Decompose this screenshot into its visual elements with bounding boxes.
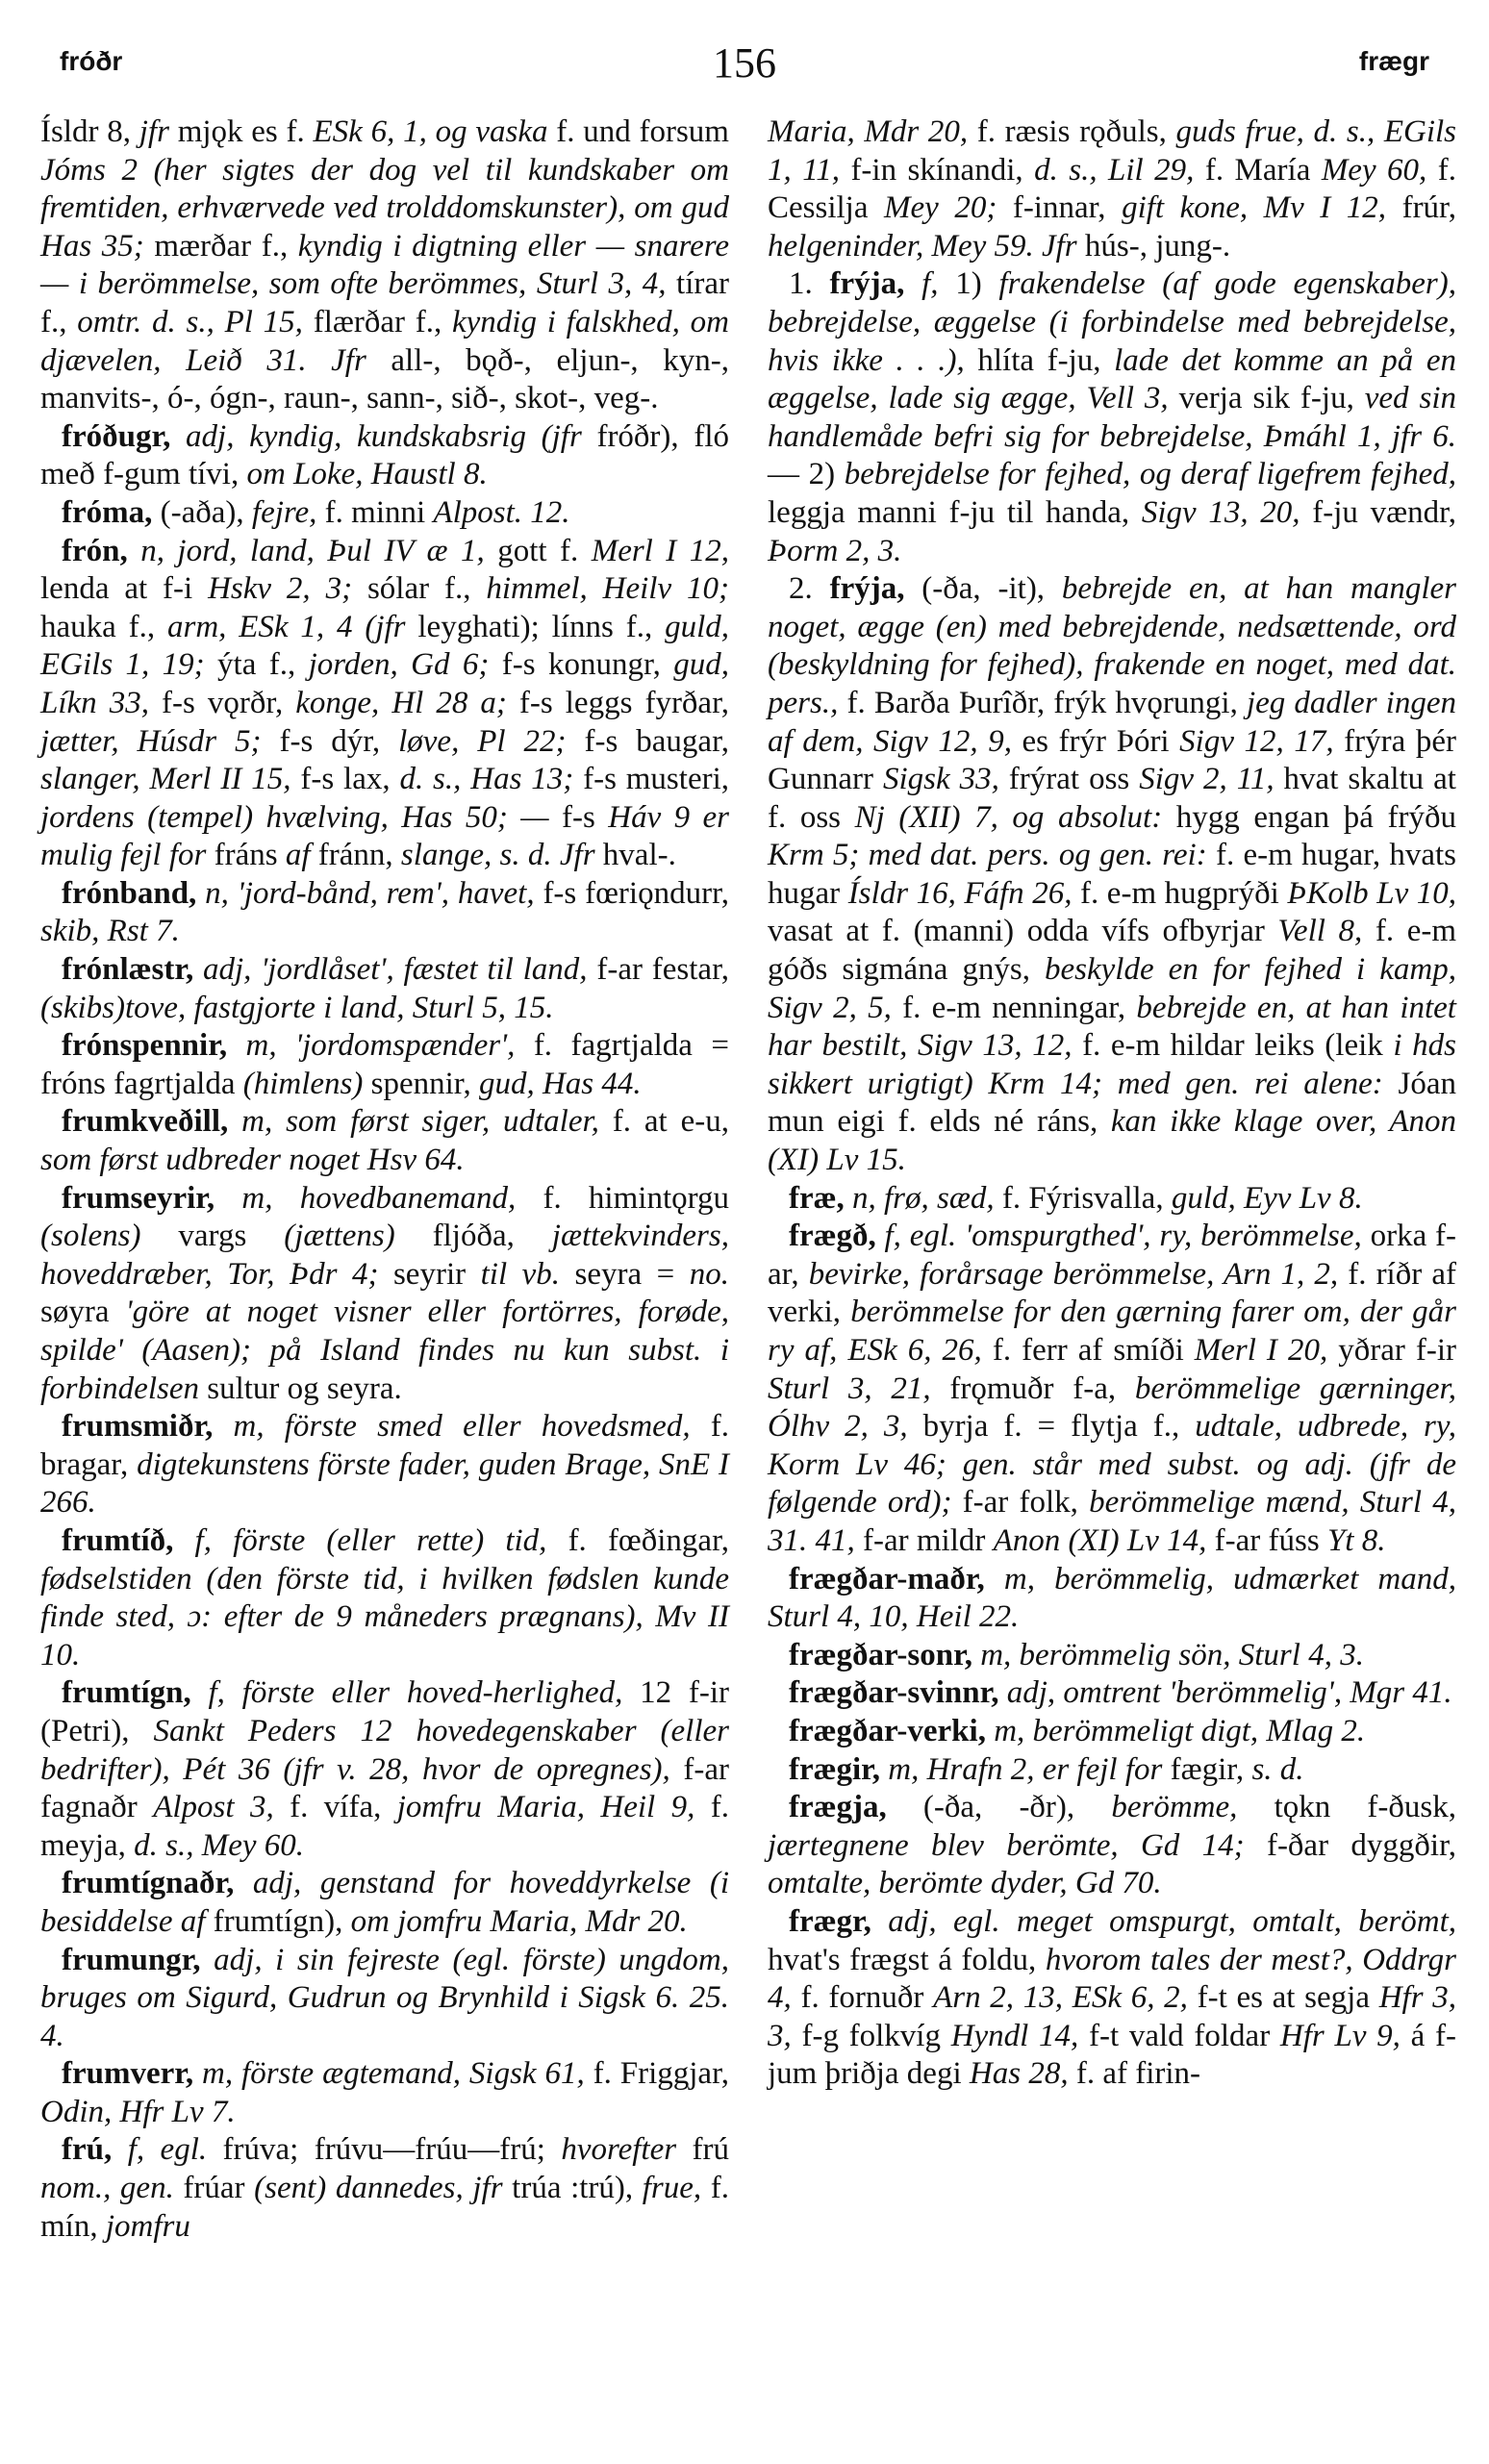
italic-gloss: Hyndl 14, <box>950 2018 1079 2053</box>
source-text: f. himintǫrgu <box>516 1180 730 1216</box>
headword: frumkveðill, <box>62 1104 229 1140</box>
italic-gloss: af <box>285 838 311 873</box>
source-text: søyra <box>40 1295 126 1330</box>
italic-gloss: d. s., Has 13; <box>399 762 574 797</box>
source-text: all-, bǫð-, eljun-, kyn-, manvits-, ó-, ógn-, raun-, sann-, sið-, skot-, veg-. <box>40 342 729 416</box>
source-text: f-s lax, <box>290 762 400 797</box>
italic-gloss: m, förste smed eller hovedsmed, <box>213 1409 691 1445</box>
dictionary-entry <box>768 1180 1456 1219</box>
dictionary-entry <box>40 1942 729 2056</box>
dictionary-entry <box>768 1637 1456 1675</box>
italic-gloss: slanger, Merl II 15, <box>40 762 291 797</box>
italic-gloss: bebrejde en, at han intet har bestilt, Sigv 13, 12, <box>768 990 1456 1064</box>
source-text: frú <box>676 2132 729 2168</box>
dictionary-entry <box>768 1713 1456 1751</box>
source-text: f. Barða Þurîðr, frýk hvǫrungi, <box>838 685 1247 720</box>
italic-gloss: Sankt Peders 12 hovedegenskaber (eller bedrifter), Pét 36 (jfr v. 28, hvor de opregnes), <box>40 1713 729 1787</box>
italic-gloss: berömmelige mænd, Sturl 4, 31. 41, <box>768 1485 1456 1558</box>
italic-gloss: (sent) dannedes, jfr <box>254 2171 503 2206</box>
source-text: f-ar fúss <box>1206 1522 1327 1558</box>
headword: frægr, <box>789 1903 871 1939</box>
source-text: Ísldr 8, <box>40 114 139 149</box>
dictionary-entry <box>40 1103 729 1179</box>
source-text: frúr, <box>1386 190 1456 226</box>
headword: frægja, <box>789 1790 887 1825</box>
headword: frú, <box>62 2132 113 2168</box>
source-text: f-ðar dyggðir, <box>1244 1827 1456 1863</box>
italic-gloss: Merl I 12, <box>591 533 729 568</box>
italic-gloss: Hskv 2, 3; <box>208 571 353 607</box>
italic-gloss: m, berömmelig, udmærket mand, Sturl 4, 10, Heil 22. <box>768 1561 1456 1635</box>
italic-gloss: fejre, <box>251 494 317 530</box>
right-running-headword: frægr <box>1358 46 1429 76</box>
dictionary-entry <box>40 875 729 951</box>
italic-gloss: Sturl 3, 21, <box>768 1370 931 1406</box>
dictionary-entry <box>768 1751 1456 1790</box>
italic-gloss: Sigsk 33, <box>882 762 999 797</box>
italic-gloss: f, förste eller hoved-herlighed, <box>190 1675 623 1711</box>
italic-gloss: berömmelige gærninger, Ólhv 2, 3, <box>768 1370 1456 1445</box>
source-text: f. fagrtjalda = fróns fagrtjalda <box>40 1028 729 1101</box>
italic-gloss: m, Hrafn 2, er fejl for <box>880 1751 1163 1787</box>
dictionary-entry <box>40 1865 729 1941</box>
source-text: f-t vald foldar <box>1078 2018 1280 2053</box>
italic-gloss: 'göre at noget visner eller fortörres, forøde, spilde' (Aasen); på Island findes nu kun subst. i forbindelsen <box>40 1295 729 1406</box>
italic-gloss: gift kone, Mv I 12, <box>1122 190 1387 226</box>
source-text: (-aða), <box>152 494 252 530</box>
italic-gloss: jættekvinders, hoveddræber, Tor, Þdr 4; <box>40 1219 729 1292</box>
italic-gloss: d. s., Lil 29, <box>1034 152 1195 188</box>
dictionary-entry <box>40 113 729 418</box>
source-text: f. bragar, <box>40 1409 729 1482</box>
italic-gloss: f, egl. 'omspurgthed', ry, berömmelse, <box>875 1219 1362 1254</box>
headword: frægðar-verki, <box>789 1713 986 1748</box>
dictionary-entry <box>768 1903 1456 2094</box>
italic-gloss: s. d. <box>1251 1751 1304 1787</box>
italic-gloss: m, som først siger, udtaler, <box>228 1104 599 1140</box>
italic-gloss: Hfr Lv 9, <box>1279 2018 1401 2053</box>
headword: frægð, <box>789 1219 876 1254</box>
source-text: f. ríðr af verki, <box>768 1256 1456 1330</box>
italic-gloss: gud, Has 44. <box>478 1066 642 1101</box>
source-text: f-in skínandi, <box>840 152 1035 188</box>
source-text: f. e-m hugar, hvats hugar <box>768 838 1456 911</box>
italic-gloss: Mey 60, <box>1321 152 1427 188</box>
headword: frumungr, <box>62 1942 201 1977</box>
source-text: yðrar f-ir <box>1327 1333 1457 1368</box>
headword: frumverr, <box>62 2056 194 2092</box>
italic-gloss: slange, s. d. Jfr <box>400 838 595 873</box>
headword: frægðar-maðr, <box>789 1561 985 1597</box>
italic-gloss: m, berömmeligt digt, Mlag 2. <box>985 1713 1366 1748</box>
source-text: frúar <box>173 2171 255 2206</box>
italic-gloss: Odin, Hfr Lv 7. <box>40 2094 236 2129</box>
italic-gloss: jeg dadler ingen af dem, Sigv 12, 9, <box>768 685 1456 759</box>
italic-gloss: bebrejdelse for fejhed, og deraf ligefrem fejhed, <box>844 457 1456 492</box>
dictionary-entry <box>768 265 1456 570</box>
source-text: f-s dýr, <box>261 723 399 759</box>
source-text: frǫmuðr f-a, <box>930 1370 1135 1406</box>
source-text: f-s leggs fyrðar, <box>506 685 729 720</box>
headword: frægir, <box>789 1751 881 1787</box>
italic-gloss: jorden, Gd 6; <box>308 647 490 683</box>
source-text: 1) <box>938 266 999 302</box>
italic-gloss: Mey 20; <box>884 190 997 226</box>
italic-gloss: f, förste (eller rette) tid, <box>173 1522 547 1558</box>
italic-gloss: Maria, Mdr 20, <box>768 114 969 149</box>
italic-gloss: adj, genstand for hoveddyrkelse (i besiddelse af <box>40 1866 729 1939</box>
italic-gloss: Sigv 13, 20, <box>1141 494 1300 530</box>
italic-gloss: løve, Pl 22; <box>398 723 567 759</box>
source-text: f. fœðingar, <box>546 1522 729 1558</box>
dictionary-entry <box>40 418 729 494</box>
italic-gloss: arm, ESk 1, 4 (jfr <box>166 609 406 644</box>
dictionary-entry <box>768 1674 1456 1713</box>
source-text: fránn, <box>310 838 401 873</box>
headword: fræ, <box>789 1180 845 1216</box>
italic-gloss: frakendelse (af gode egenskaber), bebrejdelse, æggelse (i forbindelse med bebrejdelse, hvis ikke . . .), <box>768 266 1456 378</box>
dictionary-entry <box>768 1218 1456 1560</box>
source-text: verja sik f-ju, <box>1168 381 1365 416</box>
italic-gloss: fødselstiden (den förste tid, i hvilken fødslen kunde finde sted, ɔ: efter de 9 måneders prægnans), Mv II 10. <box>40 1561 729 1672</box>
italic-gloss: guld, Eyv Lv 8. <box>1171 1180 1363 1216</box>
italic-gloss: hvorefter <box>561 2132 677 2168</box>
italic-gloss: d. s., Mey 60. <box>134 1827 305 1863</box>
italic-gloss: helgeninder, Mey 59. Jfr <box>768 228 1077 264</box>
source-text: mærðar f., <box>143 228 298 264</box>
italic-gloss: Krm 5; med dat. pers. og gen. rei: <box>768 838 1207 873</box>
headword: frumtígn, <box>62 1675 191 1711</box>
italic-gloss: Ísldr 16, Fáfn 26, <box>847 875 1073 911</box>
italic-gloss: (himlens) <box>242 1066 364 1101</box>
dictionary-entry <box>40 2131 729 2246</box>
italic-gloss: kan ikke klage over, Anon (XI) Lv 15. <box>768 1104 1456 1178</box>
italic-gloss: Arn 2, 13, ESk 6, 2, <box>933 1980 1188 2016</box>
source-text: frýra þér Gunnarr <box>768 723 1456 797</box>
italic-gloss: n, frø, sæd, <box>844 1180 995 1216</box>
source-text: f-s baugar, <box>566 723 729 759</box>
source-text: byrja f. = flytja f., <box>907 1409 1196 1445</box>
source-text: Jóan mun eigi f. elds né ráns, <box>768 1066 1456 1140</box>
source-text: f-ar folk, <box>951 1485 1090 1521</box>
italic-gloss: jætter, Húsdr 5; <box>40 723 262 759</box>
italic-gloss: som først udbreder noget Hsv 64. <box>40 1143 465 1178</box>
italic-gloss: ÞKolb Lv 10, <box>1287 875 1457 911</box>
source-text: hauka f., <box>40 609 167 644</box>
headword: frónband, <box>62 875 197 911</box>
italic-gloss: adj, omtrent 'berömmelig', Mgr 41. <box>998 1675 1452 1711</box>
source-text: f-ar mildr <box>854 1522 994 1558</box>
italic-gloss: (skibs)tove, fastgjorte i land, Sturl 5, 15. <box>40 990 554 1025</box>
source-text: f. e-m nenningar, <box>891 990 1137 1025</box>
italic-gloss: m, berömmelig sön, Sturl 4, 3. <box>972 1637 1364 1672</box>
italic-gloss: ved sin handlemåde befri sig for bebrejdelse, Þmáhl 1, jfr 6. <box>768 381 1456 454</box>
source-text: es frýr Þóri <box>1011 723 1180 759</box>
source-text: vasat at f. (manni) odda vífs ofbyrjar <box>768 914 1278 949</box>
source-text: ýta f., <box>204 647 309 683</box>
source-text: trúa :trú), <box>502 2171 643 2206</box>
italic-gloss: Merl I 20, <box>1194 1333 1328 1368</box>
italic-gloss: digtekunstens förste fader, guden Brage, SnE I 266. <box>40 1446 730 1521</box>
source-text: f. Fýrisvalla, <box>994 1180 1172 1216</box>
left-running-headword: fróðr <box>60 46 123 76</box>
source-text: f-s <box>548 799 609 835</box>
italic-gloss: m, 'jordomspænder', <box>227 1028 516 1064</box>
headword: fróma, <box>62 494 153 530</box>
italic-gloss: jomfru Maria, Heil 9, <box>396 1790 695 1825</box>
italic-gloss: Alpost 3, <box>153 1790 274 1825</box>
source-text: frúva; frúvu—frúu—frú; <box>207 2132 562 2168</box>
source-text: frumtígn), <box>205 1903 351 1939</box>
source-text: flærðar f., <box>302 304 453 339</box>
source-text: f. af firin- <box>1068 2056 1201 2092</box>
dictionary-entry <box>40 1674 729 1865</box>
italic-gloss: beskylde en for fejhed i kamp, Sigv 2, 5, <box>768 952 1456 1025</box>
italic-gloss: Sigv 2, 11, <box>1139 762 1274 797</box>
italic-gloss: f, <box>904 266 939 302</box>
italic-gloss: adj, i sin fejreste (egl. förste) ungdom, bruges om Sigurd, Gudrun og Brynhild i Sigsk 6. 25. 4. <box>40 1942 729 2053</box>
source-text: f-g folkvíg <box>791 2018 951 2053</box>
source-text: hvat's frægst á foldu, <box>768 1942 1046 1977</box>
italic-gloss: kyndig i falskhed, om djævelen, Leið 31. Jfr <box>40 304 729 378</box>
headword: fróðugr, <box>62 418 171 454</box>
headword: frumtígnaðr, <box>62 1866 235 1901</box>
italic-gloss: himmel, Heilv 10; <box>486 571 729 607</box>
source-text: f. und forsum <box>547 114 729 149</box>
italic-gloss: adj, egl. meget omspurgt, omtalt, berömt, <box>871 1903 1456 1939</box>
right-column <box>768 113 1456 2094</box>
source-text: lenda at f-i <box>40 571 209 607</box>
source-text: f. ferr af smíði <box>981 1333 1195 1368</box>
headword: frónspennir, <box>62 1028 228 1064</box>
dictionary-entry <box>768 1789 1456 1903</box>
dictionary-entry <box>768 113 1456 265</box>
source-text: f. e-m góðs sigmána gnýs, <box>768 914 1457 988</box>
source-text: f. Friggjar, <box>584 2056 730 2092</box>
dictionary-entry <box>40 2055 729 2131</box>
italic-gloss: jfr <box>139 114 178 149</box>
italic-gloss: bebrejde en, at han mangler noget, ægge (en) med bebrejdende, nedsættende, ord (beskyldning for fejhed), frakende en noget, med dat. pers., <box>768 571 1456 720</box>
source-text: seyra = <box>560 1256 690 1292</box>
dictionary-entry <box>40 1408 729 1522</box>
dictionary-entry <box>768 570 1456 1180</box>
italic-gloss: skib, Rst 7. <box>40 914 180 949</box>
source-text: 2. <box>789 571 830 607</box>
source-text: f-ar festar, <box>587 952 730 988</box>
source-text: sultur og seyra. <box>198 1370 402 1406</box>
italic-gloss: kyndig i digtning eller — snarere — i berömmelse, som ofte berömmes, Sturl 3, 4, <box>40 228 729 302</box>
headword: frónlæstr, <box>62 952 194 988</box>
italic-gloss: Sigv 12, 17, <box>1179 723 1334 759</box>
italic-gloss: adj, 'jordlåset', fæstet til land, <box>193 952 588 988</box>
source-text: hús-, jung-. <box>1076 228 1231 264</box>
source-text: f-innar, <box>997 190 1123 226</box>
source-text: fróðr), fló með f-gum tívi, <box>40 418 729 492</box>
source-text: hvat skaltu at f. oss <box>768 762 1456 835</box>
page-number: 156 <box>713 39 776 87</box>
italic-gloss: n, jord, land, Þul IV æ 1, <box>127 533 485 568</box>
italic-gloss: no. <box>689 1256 729 1292</box>
source-text: f-ju vændr, <box>1300 494 1457 530</box>
source-text: leggja manni f-ju til handa, <box>768 494 1142 530</box>
italic-gloss: berömmelse for den gærning farer om, der går ry af, ESk 6, 26, <box>768 1295 1456 1368</box>
source-text: f. e-m hugprýði <box>1072 875 1288 911</box>
italic-gloss: jærtegnene blev berömte, Gd 14; <box>768 1827 1245 1863</box>
source-text: — 2) <box>768 457 845 492</box>
dictionary-entry <box>40 1180 729 1409</box>
source-text: f. at e-u, <box>598 1104 729 1140</box>
italic-gloss: guds frue, d. s., EGils 1, 11, <box>768 114 1456 188</box>
italic-gloss: konge, Hl 28 a; <box>295 685 507 720</box>
dictionary-entry <box>40 1522 729 1674</box>
source-text: hlíta f-ju, <box>964 342 1115 378</box>
source-text: fljóða, <box>394 1219 552 1254</box>
italic-gloss: jomfru <box>105 2208 190 2244</box>
source-text: f. vífa, <box>273 1790 397 1825</box>
source-text: f-ar fagnaðr <box>40 1751 729 1825</box>
source-text: f-t es at segja <box>1187 1980 1379 2016</box>
italic-gloss: hvorom tales der mest?, Oddrgr 4, <box>768 1942 1456 2016</box>
headword: frægðar-sonr, <box>789 1637 972 1672</box>
headword: frumseyrir, <box>62 1180 215 1216</box>
italic-gloss: Þorm 2, 3. <box>768 533 902 568</box>
source-text: f. mín, <box>40 2171 729 2244</box>
italic-gloss: (solens) <box>40 1219 141 1254</box>
source-text: f-s konungr, <box>489 647 674 683</box>
source-text: mjǫk es f. <box>177 114 314 149</box>
italic-gloss: Has 28, <box>969 2056 1069 2092</box>
italic-gloss: Jóms 2 (her sigtes der dog vel til kundskaber om fremtiden, erhværvede ved trolddomskunster), om gud Has 35; <box>40 152 729 264</box>
italic-gloss: Anon (XI) Lv 14, <box>993 1522 1207 1558</box>
source-text: (-ða, -ðr), <box>886 1790 1112 1825</box>
italic-gloss: m, hovedbanemand, <box>215 1180 517 1216</box>
italic-gloss: Háv 9 er mulig fejl for <box>40 799 729 873</box>
source-text: 1. <box>789 266 830 302</box>
italic-gloss: Nj (XII) 7, og absolut: <box>854 799 1163 835</box>
italic-gloss: f, egl. <box>112 2132 208 2168</box>
dictionary-entry <box>768 1561 1456 1637</box>
source-text: fráns <box>206 838 286 873</box>
italic-gloss: Vell 8, <box>1277 914 1363 949</box>
headword: frýja, <box>829 571 905 607</box>
italic-gloss: Hfr 3, 3, <box>768 1980 1456 2053</box>
source-text: tǫkn f-ðusk, <box>1237 1790 1456 1825</box>
italic-gloss: nom., gen. <box>40 2171 174 2206</box>
source-text: hygg engan þá frýðu <box>1162 799 1456 835</box>
italic-gloss: om jomfru Maria, Mdr 20. <box>350 1903 688 1939</box>
italic-gloss: berömme, <box>1111 1790 1238 1825</box>
source-text: orka f-ar, <box>768 1219 1456 1292</box>
italic-gloss: n, 'jord-bånd, rem', havet, <box>196 875 535 911</box>
left-column <box>40 113 729 2246</box>
italic-gloss: m, förste ægtemand, Sigsk 61, <box>193 2056 585 2092</box>
italic-gloss: (jættens) <box>284 1219 395 1254</box>
source-text: f-s fœriǫndurr, <box>534 875 729 911</box>
source-text: hval-. <box>594 838 676 873</box>
italic-gloss: bevirke, forårsage berömmelse, Arn 1, 2, <box>808 1256 1339 1292</box>
source-text: f. Cessilja <box>768 152 1456 226</box>
source-text: vargs <box>140 1219 285 1254</box>
italic-gloss: udtale, udbrede, ry, Korm Lv 46; gen. står med subst. og adj. (jfr de følgende ord); <box>768 1409 1456 1521</box>
dictionary-entry <box>40 1027 729 1103</box>
source-text: f. ræsis rǫðuls, <box>968 114 1176 149</box>
italic-gloss: gud, Líkn 33, <box>40 647 729 720</box>
source-text: frýrat oss <box>998 762 1140 797</box>
headword: frýja, <box>829 266 905 302</box>
source-text: f. e-m hildar leiks (leik <box>1072 1028 1394 1064</box>
italic-gloss: lade det komme an på en æggelse, lade sig ægge, Vell 3, <box>768 342 1456 416</box>
source-text: f. María <box>1194 152 1322 188</box>
source-text: f-s vǫrðr, <box>148 685 296 720</box>
italic-gloss: ESk 6, 1, og vaska <box>313 114 548 149</box>
source-text: f. minni <box>316 494 434 530</box>
source-text: leyghati); línns f., <box>405 609 666 644</box>
italic-gloss: omtr. d. s., Pl 15, <box>77 304 303 339</box>
italic-gloss: adj, kyndig, kundskabsrig (jfr <box>170 418 582 454</box>
italic-gloss: Yt 8. <box>1326 1522 1386 1558</box>
headword: frumtíð, <box>62 1522 174 1558</box>
italic-gloss: jordens (tempel) hvælving, Has 50; — <box>40 799 549 835</box>
headword: frægðar-svinnr, <box>789 1675 999 1711</box>
headword: frumsmiðr, <box>62 1409 214 1445</box>
source-text: f-s musteri, <box>573 762 729 797</box>
source-text: spennir, <box>363 1066 479 1101</box>
italic-gloss: i hds sikkert urigtigt) Krm 14; med gen. rei alene: <box>768 1028 1456 1101</box>
source-text: 12 f-ir (Petri), <box>40 1675 729 1748</box>
italic-gloss: frue, <box>642 2171 702 2206</box>
italic-gloss: omtalte, berömte dyder, Gd 70. <box>768 1866 1162 1901</box>
italic-gloss: om Loke, Haustl 8. <box>246 457 488 492</box>
headword: frón, <box>62 533 128 568</box>
source-text: sólar f., <box>352 571 487 607</box>
italic-gloss: Alpost. 12. <box>433 494 570 530</box>
source-text: tírar f., <box>40 266 729 339</box>
source-text: gott f. <box>484 533 592 568</box>
source-text: f. fornuðr <box>791 1980 934 2016</box>
dictionary-entry <box>40 494 729 533</box>
source-text: (-ða, -it), <box>904 571 1062 607</box>
dictionary-entry <box>40 533 729 875</box>
italic-gloss: til vb. <box>480 1256 561 1292</box>
dictionary-entry <box>40 951 729 1027</box>
source-text: seyrir <box>378 1256 481 1292</box>
source-text: f. meyja, <box>40 1790 729 1863</box>
source-text: fægir, <box>1162 1751 1252 1787</box>
italic-gloss: guld, EGils 1, 19; <box>40 609 729 683</box>
source-text: á f-jum þriðja degi <box>768 2018 1456 2092</box>
page-header <box>60 38 1429 96</box>
